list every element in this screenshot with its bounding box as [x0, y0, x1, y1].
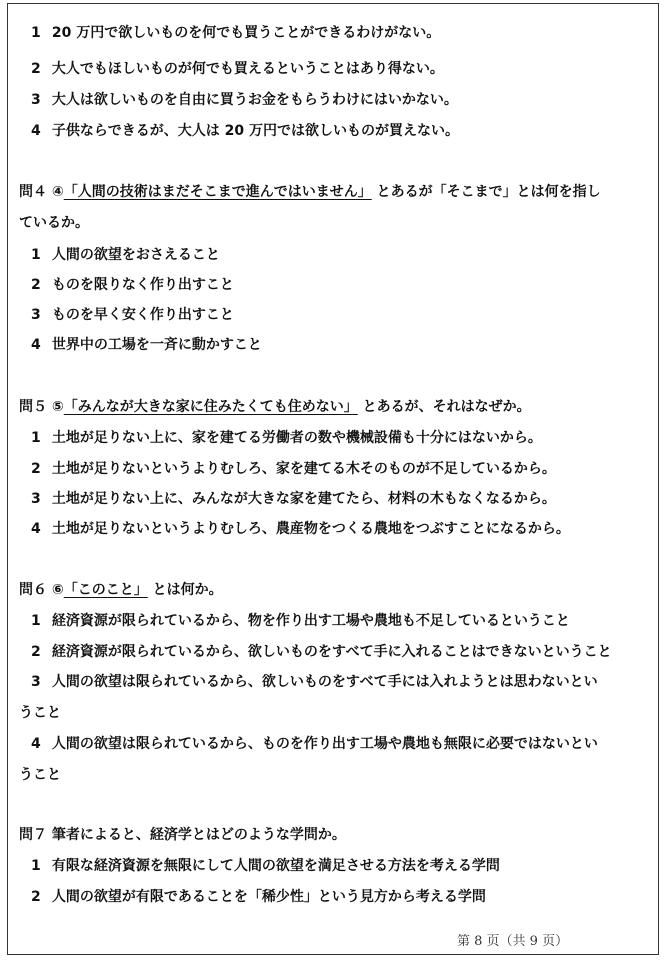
q7-option-1: 1 有限な経済資源を無限にして人間の欲望を満足させる方法を考える学問: [31, 858, 500, 874]
q5-rest: とあるが、それはなぜか。: [362, 399, 531, 415]
q6-option-3-cont: うこと: [19, 705, 61, 721]
q4-option-4: 4 世界中の工場を一斉に動かすこと: [31, 337, 262, 353]
q4-quote: 「人間の技術はまだそこまで進んではいません」: [63, 184, 372, 200]
exam-page: [7, 3, 659, 955]
q7-text: 筆者によると、経済学とはどのような学問か。: [51, 827, 346, 843]
q5-option-1: 1 土地が足りない上に、家を建てる労働者の数や機械設備も十分にはないから。: [31, 430, 542, 446]
q5-option-2: 2 土地が足りないというよりむしろ、家を建てる木そのものが不足しているから。: [31, 461, 556, 477]
q5-option-3: 3 土地が足りない上に、みんなが大きな家を建てたら、材料の木もなくなるから。: [31, 491, 556, 507]
q5-quote: 「みんなが大きな家に住みたくても住めない」: [63, 399, 358, 415]
q6-label: 問６: [19, 582, 47, 598]
q4-option-1: 1 人間の欲望をおさえること: [31, 247, 220, 263]
q6-mark: ⑥: [51, 582, 64, 598]
q7-option-2: 2 人間の欲望が有限であることを「稀少性」という見方から考える学問: [31, 889, 486, 905]
q3-option-2: 2 大人でもほしいものが何でも買えるということはあり得ない。: [31, 61, 444, 77]
q4-question-cont: ているか。: [19, 215, 89, 231]
q6-option-1: 1 経済資源が限られているから、物を作り出す工場や農地も不足しているということ: [31, 613, 570, 629]
q6-option-3: 3 人間の欲望は限られているから、欲しいものをすべて手には入れようとは思わないとい: [31, 674, 598, 690]
q4-mark: ④: [51, 184, 64, 200]
q4-label: 問４: [19, 184, 47, 200]
q5-option-4: 4 土地が足りないというよりむしろ、農産物をつくる農地をつぶすことになるから。: [31, 521, 570, 537]
q5-mark: ⑤: [51, 399, 64, 415]
q6-option-4-cont: うこと: [19, 767, 61, 783]
q3-option-3: 3 大人は欲しいものを自由に買うお金をもらうわけにはいかない。: [31, 92, 458, 108]
q6-option-2: 2 経済資源が限られているから、欲しいものをすべて手に入れることはできないということ: [31, 644, 612, 660]
q4-question: [19, 181, 601, 201]
q7-question: [19, 824, 346, 844]
q4-option-2: 2 ものを限りなく作り出すこと: [31, 277, 234, 293]
q6-question: [19, 579, 223, 599]
q4-rest: とあるが「そこまで」とは何を指し: [376, 184, 601, 200]
q5-question: [19, 396, 531, 416]
q3-option-4: 4 子供ならできるが、大人は 20 万円では欲しいものが買えない。: [31, 123, 459, 139]
q7-label: 問７: [19, 827, 47, 843]
q6-rest: とは何か。: [152, 582, 223, 598]
q6-quote: 「このこと」: [63, 582, 148, 598]
q5-label: 問５: [19, 399, 47, 415]
q3-option-1: 1 20 万円で欲しいものを何でも買うことができるわけがない。: [31, 25, 441, 41]
page-number: 第 8 页（共 9 页）: [457, 934, 569, 949]
q6-option-4: 4 人間の欲望は限られているから、ものを作り出す工場や農地も無限に必要ではないとい: [31, 736, 598, 752]
q4-option-3: 3 ものを早く安く作り出すこと: [31, 307, 234, 323]
